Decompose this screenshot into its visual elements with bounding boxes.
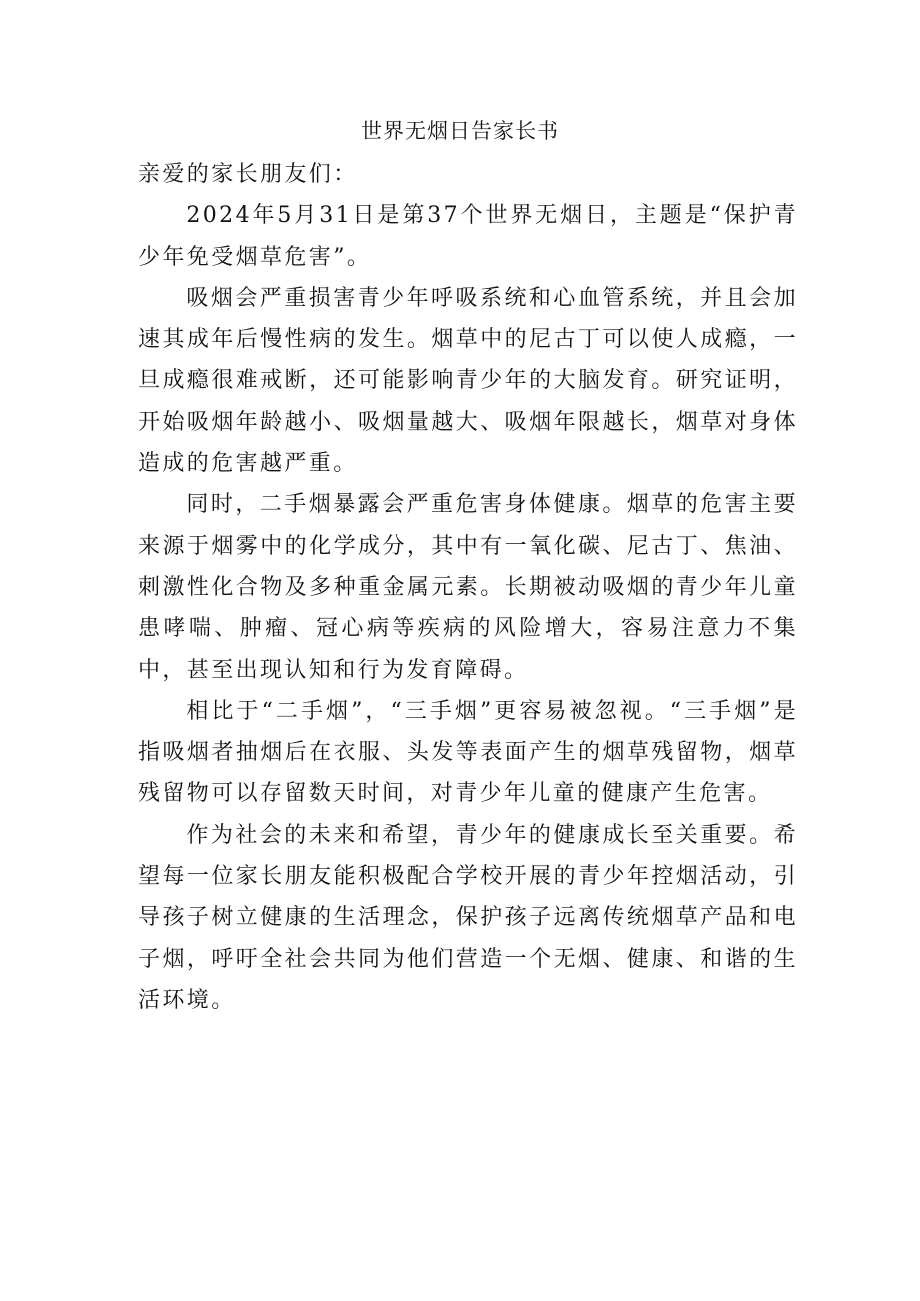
- page-title: 世界无烟日告家长书: [361, 119, 559, 143]
- letter-body: [138, 154, 798, 1021]
- paragraph-appeal: 作为社会的未来和希望，青少年的健康成长至关重要。希望每一位家长朋友能积极配合学校开展的青少年控烟活动，引导孩子树立健康的生活理念，保护孩子远离传统烟草产品和电子烟，呼吁全社会共同为他们营造一个无烟、健康、和谐的生活环境。: [138, 822, 798, 1013]
- paragraph-theme: 2024年5月31日是第37个世界无烟日，主题是“保护青少年免受烟草危害”。: [138, 203, 798, 270]
- paragraph-second-hand-smoke: 同时，二手烟暴露会严重危害身体健康。烟草的危害主要来源于烟雾中的化学成分，其中有一氧化碳、尼古丁、焦油、刺激性化合物及多种重金属元素。长期被动吸烟的青少年儿童患哮喘、肿瘤、冠心病等疾病的风险增大，容易注意力不集中，甚至出现认知和行为发育障碍。: [138, 492, 798, 683]
- paragraph-smoking-harm: 吸烟会严重损害青少年呼吸系统和心血管系统，并且会加速其成年后慢性病的发生。烟草中的尼古丁可以使人成瘾，一旦成瘾很难戒断，还可能影响青少年的大脑发育。研究证明，开始吸烟年龄越小、吸烟量越大、吸烟年限越长，烟草对身体造成的危害越严重。: [138, 285, 798, 477]
- paragraph-third-hand-smoke: 相比于“二手烟”，“三手烟”更容易被忽视。“三手烟”是指吸烟者抽烟后在衣服、头发等表面产生的烟草残留物，烟草残留物可以存留数天时间，对青少年儿童的健康产生危害。: [138, 698, 798, 807]
- salutation: 亲爱的家长朋友们：: [138, 162, 358, 187]
